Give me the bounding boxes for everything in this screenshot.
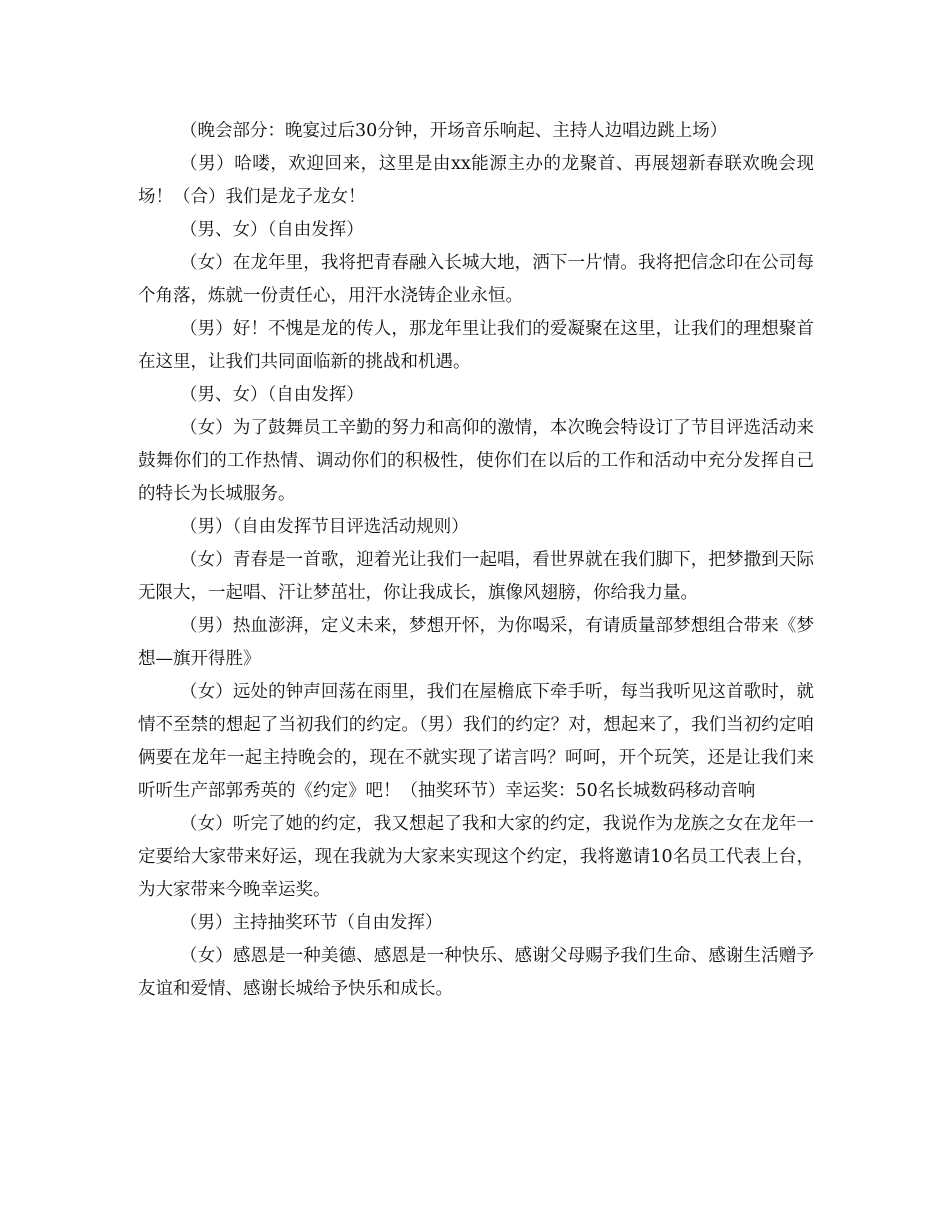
paragraph-male-lottery: （男）主持抽奖环节（自由发挥） — [180, 913, 443, 933]
paragraph-male-rules: （男）（自由发挥节目评选活动规则） — [180, 517, 469, 537]
paragraph-male-dragon: （男）好！不愧是龙的传人，那龙年里让我们的爱凝聚在这里，让我们的理想聚首在这里，让我们共同面临新的挑战和机遇。 — [138, 319, 814, 372]
paragraph-female-selection: （女）为了鼓舞员工辛勤的努力和高仰的激情，本次晚会特设订了节目评选活动来鼓舞你们的工作热情、调动你们的积极性，使你们在以后的工作和活动中充分发挥自己的特长为长城服务。 — [138, 418, 814, 504]
paragraph-evening-intro: （晚会部分：晚宴过后30分钟，开场音乐响起、主持人边唱边跳上场） — [180, 121, 728, 141]
document-body — [138, 115, 814, 1006]
paragraph-female-promise: （女）远处的钟声回荡在雨里，我们在屋檐底下牵手听，每当我听见这首歌时，就情不至禁的想起了当初我们的约定。（男）我们的约定？对，想起来了，我们当初约定咱俩要在龙年一起主持晚会的，现在不就实现了诺言吗？呵呵，开个玩笑，还是让我们来听听生产部郭秀英的《约定》吧！（抽奖环节）幸运奖：50名长城数码移动音响 — [138, 682, 814, 801]
paragraph-free-play-2: （男、女）（自由发挥） — [180, 385, 364, 405]
paragraph-female-luck: （女）听完了她的约定，我又想起了我和大家的约定，我说作为龙族之女在龙年一定要给大家带来好运，现在我就为大家来实现这个约定，我将邀请10名员工代表上台，为大家带来今晚幸运奖。 — [138, 814, 814, 900]
paragraph-free-play-1: （男、女）（自由发挥） — [180, 220, 364, 240]
paragraph-male-dream: （男）热血澎湃，定义未来，梦想开怀，为你喝采，有请质量部梦想组合带来《梦想—旗开得胜》 — [138, 616, 814, 669]
paragraph-male-welcome: （男）哈喽，欢迎回来，这里是由xx能源主办的龙聚首、再展翅新春联欢晚会现场！（合）我们是龙子龙女！ — [138, 154, 814, 207]
paragraph-female-gratitude: （女）感恩是一种美德、感恩是一种快乐、感谢父母赐予我们生命、感谢生活赠予友谊和爱情、感谢长城给予快乐和成长。 — [138, 946, 814, 999]
paragraph-female-youth: （女）在龙年里，我将把青春融入长城大地，洒下一片情。我将把信念印在公司每个角落，炼就一份责任心，用汗水浇铸企业永恒。 — [138, 253, 814, 306]
paragraph-female-song: （女）青春是一首歌，迎着光让我们一起唱，看世界就在我们脚下，把梦撒到天际无限大，一起唱、汗让梦茁壮，你让我成长，旗像风翅膀，你给我力量。 — [138, 550, 814, 603]
